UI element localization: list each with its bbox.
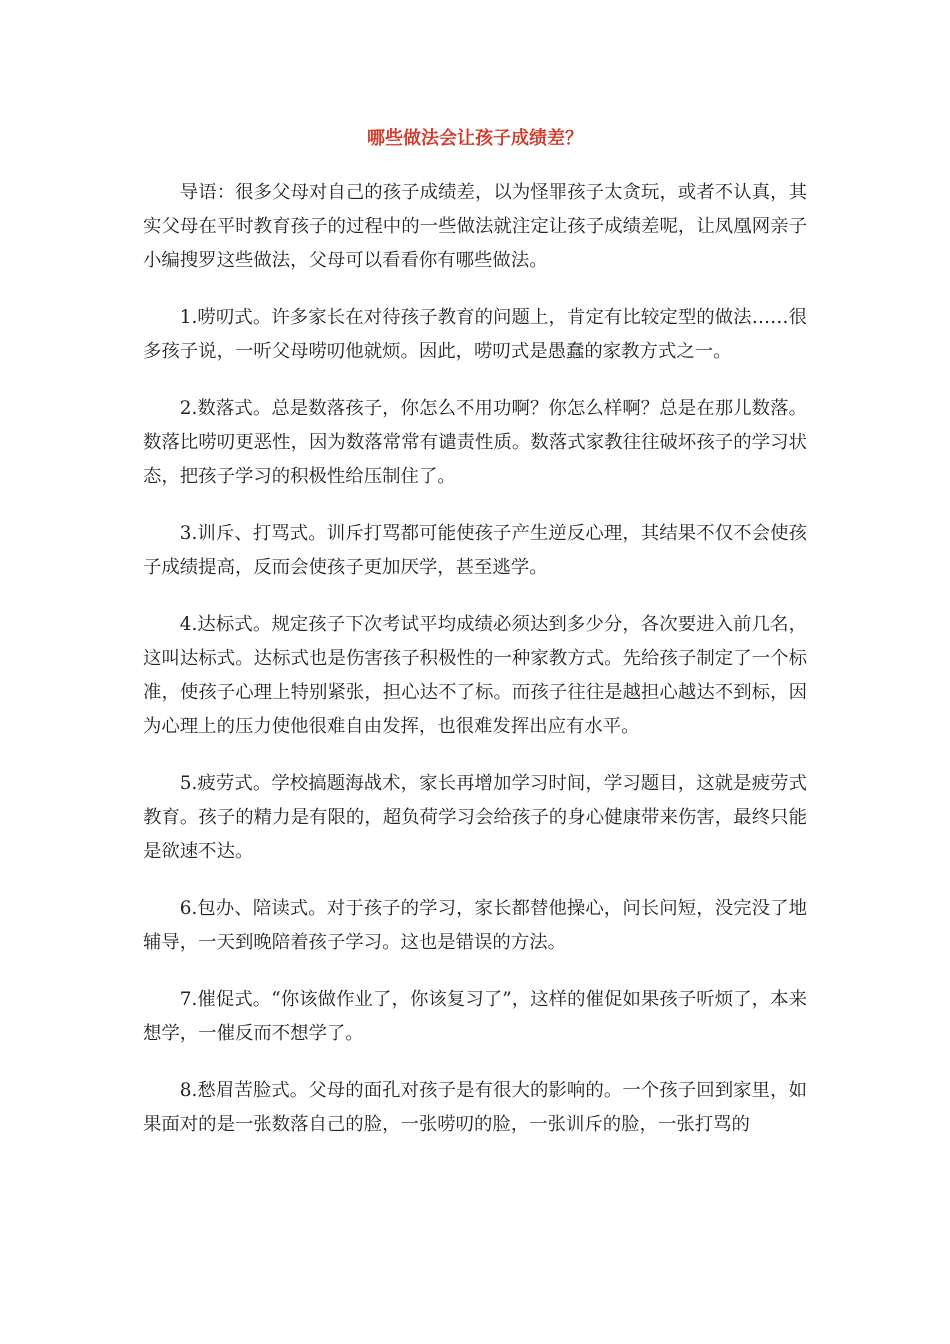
paragraph-item-8: 8.愁眉苦脸式。父母的面孔对孩子是有很大的影响的。一个孩子回到家里，如果面对的是一张数落自己的脸，一张唠叨的脸，一张训斥的脸，一张打骂的: [143, 1080, 807, 1135]
paragraph-item-7: 7.催促式。“你该做作业了，你该复习了”，这样的催促如果孩子听烦了，本来想学，一催反而不想学了。: [143, 989, 807, 1044]
paragraph-item-6: 6.包办、陪读式。对于孩子的学习，家长都替他操心，问长问短，没完没了地辅导，一天到晚陪着孩子学习。这也是错误的方法。: [143, 898, 807, 953]
paragraph-item-5: 5.疲劳式。学校搞题海战术，家长再增加学习时间，学习题目，这就是疲劳式教育。孩子的精力是有限的，超负荷学习会给孩子的身心健康带来伤害，最终只能是欲速不达。: [143, 773, 807, 862]
paragraph-item-1: 1.唠叨式。许多家长在对待孩子教育的问题上，肯定有比较定型的做法……很多孩子说，一听父母唠叨他就烦。因此，唠叨式是愚蠢的家教方式之一。: [143, 307, 807, 362]
paragraph-item-3: 3.训斥、打骂式。训斥打骂都可能使孩子产生逆反心理，其结果不仅不会使孩子成绩提高，反而会使孩子更加厌学，甚至逃学。: [143, 523, 807, 578]
paragraph-item-2: 2.数落式。总是数落孩子，你怎么不用功啊？你怎么样啊？总是在那儿数落。数落比唠叨更恶性，因为数落常常有谴责性质。数落式家教往往破坏孩子的学习状态，把孩子学习的积极性给压制住了。: [143, 398, 807, 487]
paragraph-item-4: 4.达标式。规定孩子下次考试平均成绩必须达到多少分，各次要进入前几名，这叫达标式。达标式也是伤害孩子积极性的一种家教方式。先给孩子制定了一个标准，使孩子心理上特别紧张，担心达不了标。而孩子往往是越担心越达不到标，因为心理上的压力使他很难自由发挥，也很难发挥出应有水平。: [143, 614, 807, 737]
article-title: 哪些做法会让孩子成绩差？: [367, 128, 583, 149]
paragraph-intro: 导语：很多父母对自己的孩子成绩差，以为怪罪孩子太贪玩，或者不认真，其实父母在平时教育孩子的过程中的一些做法就注定让孩子成绩差呢，让凤凰网亲子小编搜罗这些做法，父母可以看看你有哪些做法。: [143, 182, 807, 271]
article-body: [143, 122, 807, 1165]
